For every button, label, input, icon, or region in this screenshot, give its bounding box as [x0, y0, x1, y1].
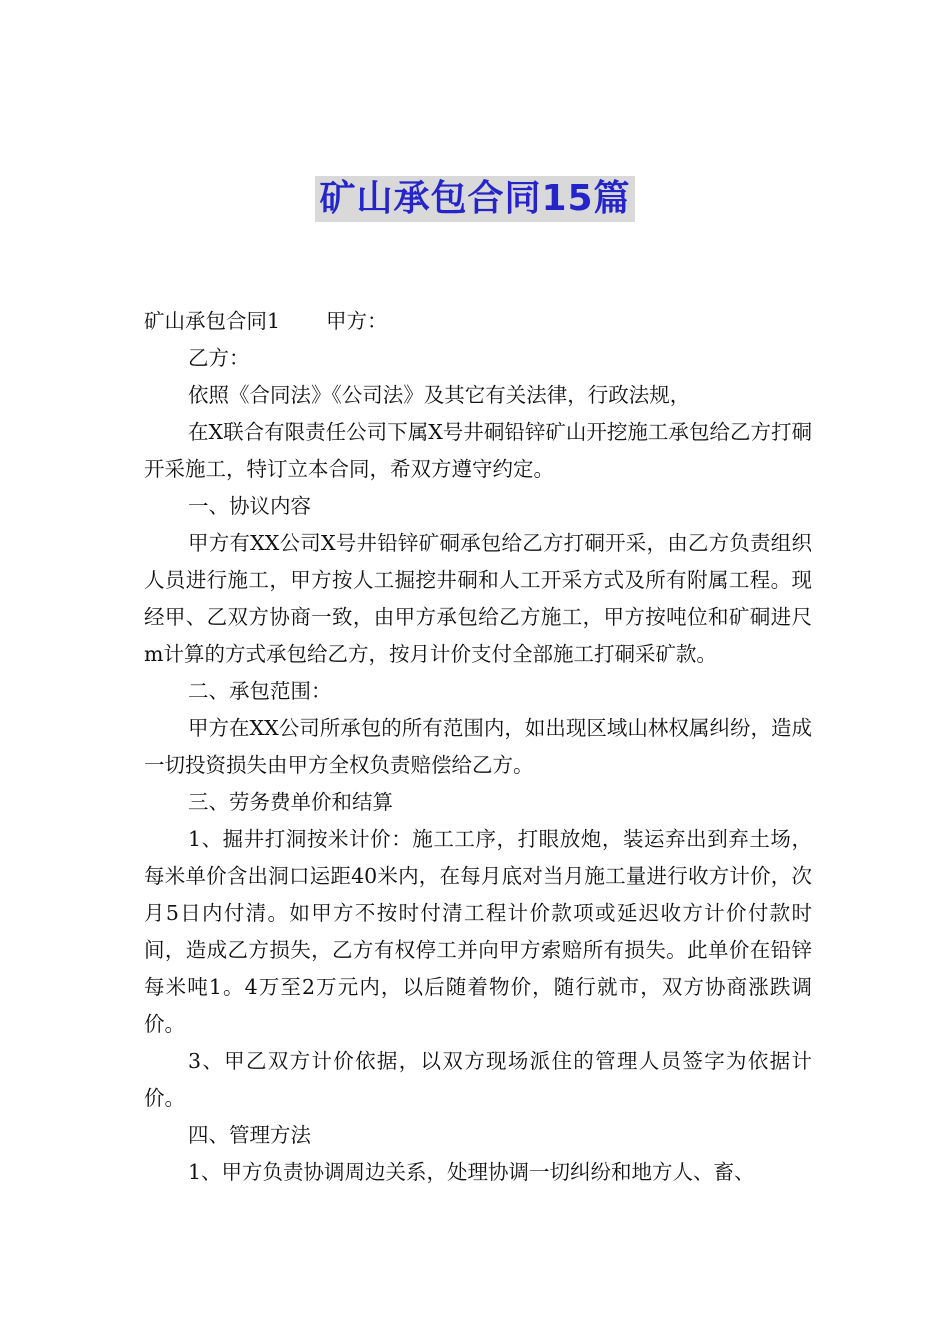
title-container: [0, 176, 950, 222]
paragraph-scope: 甲方在XX公司所承包的所有范围内，如出现区域山林权属纠纷，造成一切投资损失由甲方全权负责赔偿给乙方。: [144, 716, 812, 777]
paragraph-pricing-3: 3、甲乙双方计价依据，以双方现场派住的管理人员签字为依据计价。: [144, 1049, 812, 1110]
paragraph-management-1: 1、甲方负责协调周边关系，处理协调一切纠纷和地方人、畜、: [188, 1160, 755, 1184]
paragraph-purpose: 在X联合有限责任公司下属X号井硐铅锌矿山开挖施工承包给乙方打硐开采施工，特订立本合同，希双方遵守约定。: [144, 420, 812, 481]
paragraph-legal-basis: 依照《合同法》《公司法》及其它有关法律，行政法规，: [188, 383, 691, 407]
paragraph-agreement: 甲方有XX公司X号井铅锌矿硐承包给乙方打硐开采，由乙方负责组织人员进行施工，甲方按人工掘挖井硐和人工开采方式及所有附属工程。现经甲、乙双方协商一致，由甲方承包给乙方施工，甲方按吨位和矿硐进尺m计算的方式承包给乙方，按月计价支付全部施工打硐采矿款。: [144, 531, 812, 666]
document-title: 矿山承包合同15篇: [315, 176, 634, 222]
section-heading-scope: 二、承包范围：: [188, 679, 332, 703]
contract-heading-line: [144, 303, 812, 340]
party-a-label: 甲方：: [326, 309, 388, 333]
document-body: [144, 303, 812, 1191]
section-heading-management: 四、管理方法: [188, 1123, 311, 1147]
paragraph-pricing-1: 1、掘井打洞按米计价：施工工序，打眼放炮，装运弃出到弃土场，每米单价含出洞口运距40米内，在每月底对当月施工量进行收方计价，次月5日内付清。如甲方不按时付清工程计价款项或延迟收方计价付款时间，造成乙方损失，乙方有权停工并向甲方索赔所有损失。此单价在铅锌每米吨1。4万至2万元内，以后随着物价，随行就市，双方协商涨跌调价。: [144, 827, 812, 1036]
contract-heading-label: 矿山承包合同1: [144, 309, 281, 333]
paragraph-party-b: 乙方：: [188, 346, 250, 370]
section-heading-agreement: 一、协议内容: [188, 494, 311, 518]
section-heading-pricing: 三、劳务费单价和结算: [188, 790, 393, 814]
